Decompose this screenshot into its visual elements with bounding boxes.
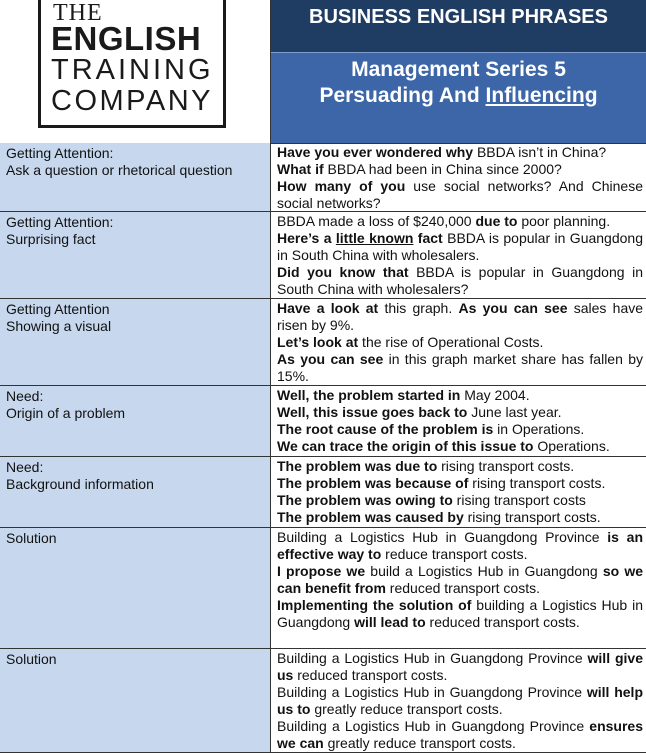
company-logo [38,0,226,128]
row-category: Need: [6,459,44,475]
row-label-cell [0,649,271,752]
title-banner [271,0,646,52]
phrase-line [277,387,643,404]
phrase-text: reduced transport costs. [293,667,448,683]
phrase-keyword: I propose we [277,563,366,579]
phrase-keyword: How many of you [277,178,406,194]
topic-title [271,84,646,108]
phrase-keyword: will give us [277,650,643,683]
logo-cell [0,0,271,143]
phrase-text: build a Logistics Hub in Guangdong [365,563,603,579]
table-row [0,386,646,457]
phrase-text: rising transport costs. [437,458,575,474]
phrase-line [277,650,643,684]
phrase-text: reduce transport costs. [381,546,528,562]
row-phrases [277,458,643,526]
row-technique: Showing a visual [6,318,112,334]
topic-title-part2: Influencing [485,84,598,107]
phrase-text: greatly reduce transport costs. [310,701,503,717]
row-technique: Origin of a problem [6,405,126,421]
phrase-line [277,351,643,385]
phrase-line [277,718,643,752]
phrase-line [277,597,643,631]
phrase-text: poor planning. [517,213,611,229]
topic-title-part1: Persuading And [319,84,486,107]
phrase-keyword: Did you know that [277,264,409,280]
phrase-keyword: The problem was owing to [277,492,453,508]
phrase-keyword: will lead to [354,614,426,630]
row-category: Getting Attention: [6,145,114,161]
logo-line-english: ENGLISH [51,20,202,57]
phrase-keyword: We can trace the origin of this issue to [277,438,534,454]
row-phrases [277,650,643,752]
phrase-keyword: will help us to [277,684,643,717]
phrase-text: Building a Logistics Hub in Guangdong Province [277,718,590,734]
phrase-line [277,438,643,455]
row-label-cell [0,528,271,648]
row-technique: Background information [6,476,154,492]
phrase-text: in Operations. [493,421,585,437]
phrase-line [277,213,643,230]
row-phrases [277,387,643,455]
row-category: Solution [6,530,57,546]
phrase-text: rising transport costs. [463,509,601,525]
phrase-text: Building a Logistics Hub in Guangdong Province [277,529,608,545]
phrase-line [277,684,643,718]
phrase-text: Operations. [533,438,610,454]
row-category: Need: [6,388,44,404]
phrase-text: June last year. [467,404,562,420]
phrase-line [277,230,643,264]
row-phrases [277,300,643,385]
phrase-text: rising transport costs. [468,475,606,491]
row-phrases [277,144,643,212]
phrase-keyword: ensures we can [277,718,643,751]
phrase-keyword: As you can see [277,351,384,367]
phrase-line [277,264,643,298]
subtitle-banner [271,52,646,143]
series-title: Management Series 5 [351,58,566,81]
logo-line-the: THE [53,0,103,26]
phrase-keyword: Here’s a [277,230,336,246]
phrase-line [277,563,643,597]
phrase-text: greatly reduce transport costs. [323,735,516,751]
phrase-keyword: As you can see [458,300,568,316]
phrase-keyword: is an effective way to [277,529,643,562]
phrase-line [277,458,643,475]
table-row [0,457,646,528]
phrase-text: sales have risen by 9%. [277,300,644,333]
phrase-keyword: Let’s look at [277,334,359,350]
table-row [0,212,646,299]
phrase-keyword: Have you ever wondered why [277,144,474,160]
row-phrases [277,529,643,631]
phrase-text: BBDA had been in China since 2000? [323,161,562,177]
page-title: BUSINESS ENGLISH PHRASES [309,6,608,28]
phrase-line [277,161,643,178]
phrase-keyword: The root cause of the problem is [277,421,494,437]
table-row [0,528,646,649]
phrase-text: the rise of Operational Costs. [358,334,544,350]
phrase-line [277,529,643,563]
row-label-cell [0,212,271,298]
phrase-keyword: Well, the problem started in [277,387,461,403]
phrase-text: in this graph market share has fallen by 15%. [277,351,643,384]
phrase-text: BBDA is popular in Guangdong in South China with wholesalers? [277,264,643,297]
logo-line-training: TRAINING [51,54,214,86]
row-label-cell [0,143,271,211]
phrase-keyword: The problem was caused by [277,509,464,525]
phrase-text: this graph. [378,300,459,316]
table-row [0,143,646,212]
phrase-line [277,404,643,421]
logo-line-company: COMPANY [51,85,213,117]
row-technique: Ask a question or rhetorical question [6,162,233,178]
sheet-header [0,0,646,144]
phrase-keyword: due to [475,213,518,229]
row-category: Getting Attention: [6,214,114,230]
phrase-text: reduced transport costs. [385,580,540,596]
phrase-text: May 2004. [460,387,530,403]
row-label-cell [0,386,271,456]
phrase-keyword: Well, this issue goes back to [277,404,468,420]
phrase-keyword: fact [413,230,443,246]
phrase-keyword: The problem was due to [277,458,438,474]
phrase-highlight: little known [335,230,414,246]
phrase-line [277,421,643,438]
row-category: Getting Attention [6,301,110,317]
row-label-cell [0,457,271,527]
phrase-line [277,475,643,492]
table-row [0,649,646,753]
phrase-keyword: so we can benefit from [277,563,644,596]
phrase-line [277,300,643,334]
phrase-text: reduced transport costs. [425,614,580,630]
phrase-text: use social networks? And Chinese social networks? [277,178,643,211]
phrase-keyword: The problem was because of [277,475,469,491]
phrase-keyword: Implementing the solution of [277,597,472,613]
phrase-line [277,178,643,212]
phrase-text: BBDA isn’t in China? [473,144,607,160]
phrase-text: BBDA is popular in Guangdong in South China with wholesalers. [277,230,643,263]
phrase-line [277,334,643,351]
row-category: Solution [6,651,57,667]
phrase-line [277,492,643,509]
phrase-keyword: Have a look at [277,300,379,316]
phrase-text: Building a Logistics Hub in Guangdong Province [277,650,588,666]
table-row [0,299,646,386]
phrase-text: BBDA made a loss of $240,000 [277,213,476,229]
phrase-text: Building a Logistics Hub in Guangdong Province [277,684,587,700]
row-label-cell [0,299,271,385]
row-technique: Surprising fact [6,231,96,247]
row-phrases [277,213,643,298]
phrase-text: building a Logistics Hub in Guangdong [277,597,643,630]
phrase-line [277,509,643,526]
phrase-text: rising transport costs [452,492,586,508]
phrase-line [277,144,643,161]
phrase-keyword: What if [277,161,324,177]
